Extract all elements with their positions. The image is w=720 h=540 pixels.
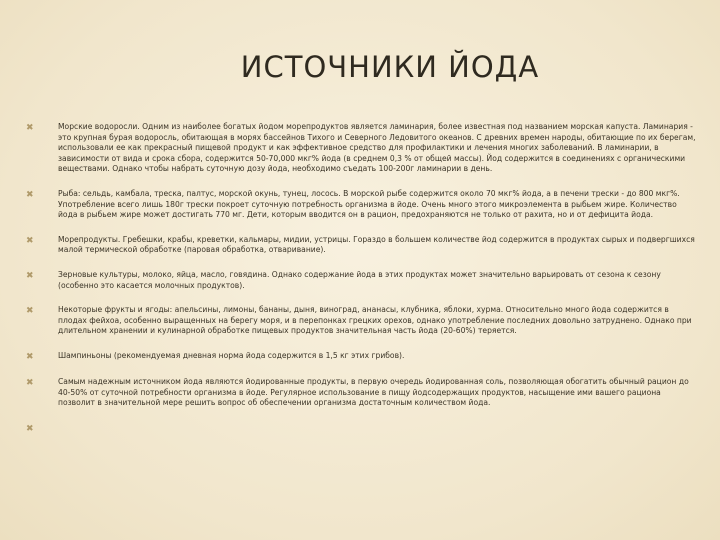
list-item <box>26 189 698 221</box>
slide-title: ИСТОЧНИКИ ЙОДА <box>240 50 540 84</box>
x-mark-icon: ✖ <box>26 123 34 133</box>
list-item-text: Рыба: сельдь, камбала, треска, палтус, морской окунь, тунец, лосось. В морской рыбе содержится около 70 мкг% йода, а в печени трески - до 800 мкг%. Употребление всего лишь 180г трески покроет суточную потребность организма в йоде. Очень много этого микроэлемента в рыбьем жире. Количество йода в рыбьем жире может достигать 770 мг. Дети, которым вводится он в рацион, предохраняются не только от рахита, но и от дефицита йода. <box>58 188 680 220</box>
list-item-text: Морепродукты. Гребешки, крабы, креветки, кальмары, мидии, устрицы. Гораздо в большем количестве йод содержится в продуктах сырых и подвергшихся малой термической обработке (паровая обработка, отваривание). <box>58 234 695 255</box>
x-mark-icon: ✖ <box>26 306 34 317</box>
list-item-text: Морские водоросли. Одним из наиболее богатых йодом морепродуктов является ламинария, более известная под названием морская капуста. Ламинария - это крупная бурая водоросль, обитающая в морях бассейнов Тихого и Северного Ледовитого океанов. С древних времен народы, обитающие по их берегам, использовали ее как прекрасный пищевой продукт и как эффективное средство для профилактики и лечения многих заболеваний. В ламинарии, в зависимости от вида и срока сбора, содержится 50-70,000 мкг% йода (в среднем 0,3 % от общей массы). Йод содержится в соединениях с органическими веществами. Однако чтобы набрать суточную дозу йода, необходимо съедать 100-200г ламинарии в день. <box>58 122 696 174</box>
x-mark-icon: ✖ <box>26 351 34 362</box>
list-item <box>26 377 698 409</box>
x-mark-icon: ✖ <box>26 270 34 281</box>
bullet-list <box>26 122 698 435</box>
list-item <box>26 235 698 256</box>
list-item <box>26 305 698 337</box>
list-item <box>26 122 698 175</box>
list-item <box>26 351 698 363</box>
x-mark-icon: ✖ <box>26 235 34 246</box>
list-item <box>26 423 698 435</box>
list-item-text: Шампиньоны (рекомендуемая дневная норма йода содержится в 1,5 кг этих грибов). <box>58 350 405 360</box>
list-item-text: Зерновые культуры, молоко, яйца, масло, говядина. Однако содержание йода в этих продуктах может значительно варьировать от сезона к сезону (особенно это касается молочных продуктов). <box>58 269 661 290</box>
list-item-text: Самым надежным источником йода являются йодированные продукты, в первую очередь йодированная соль, позволяющая обогатить обычный рацион до 40-50% от суточной потребности организма в йоде. Регулярное использование в пищу йодсодержащих продуктов, насыщение ими вашего рациона позволит в значительной мере решить вопрос об обеспечении организма достаточным количеством йода. <box>58 376 689 408</box>
list-item <box>26 270 698 291</box>
x-mark-icon: ✖ <box>26 377 34 388</box>
x-mark-icon: ✖ <box>26 423 34 434</box>
x-mark-icon: ✖ <box>26 189 34 200</box>
list-item-text: Некоторые фрукты и ягоды: апельсины, лимоны, бананы, дыня, виноград, ананасы, клубника, яблоки, хурма. Относительно много йода содержится в плодах фейхоа, особенно выращенных на берегу моря, и в перепонках грецких орехов, однако употребление последних довольно затруднено. Однако при длительном хранении и кулинарной обработке пищевых продуктов значительная часть йода (20-60%) теряется. <box>58 305 692 336</box>
